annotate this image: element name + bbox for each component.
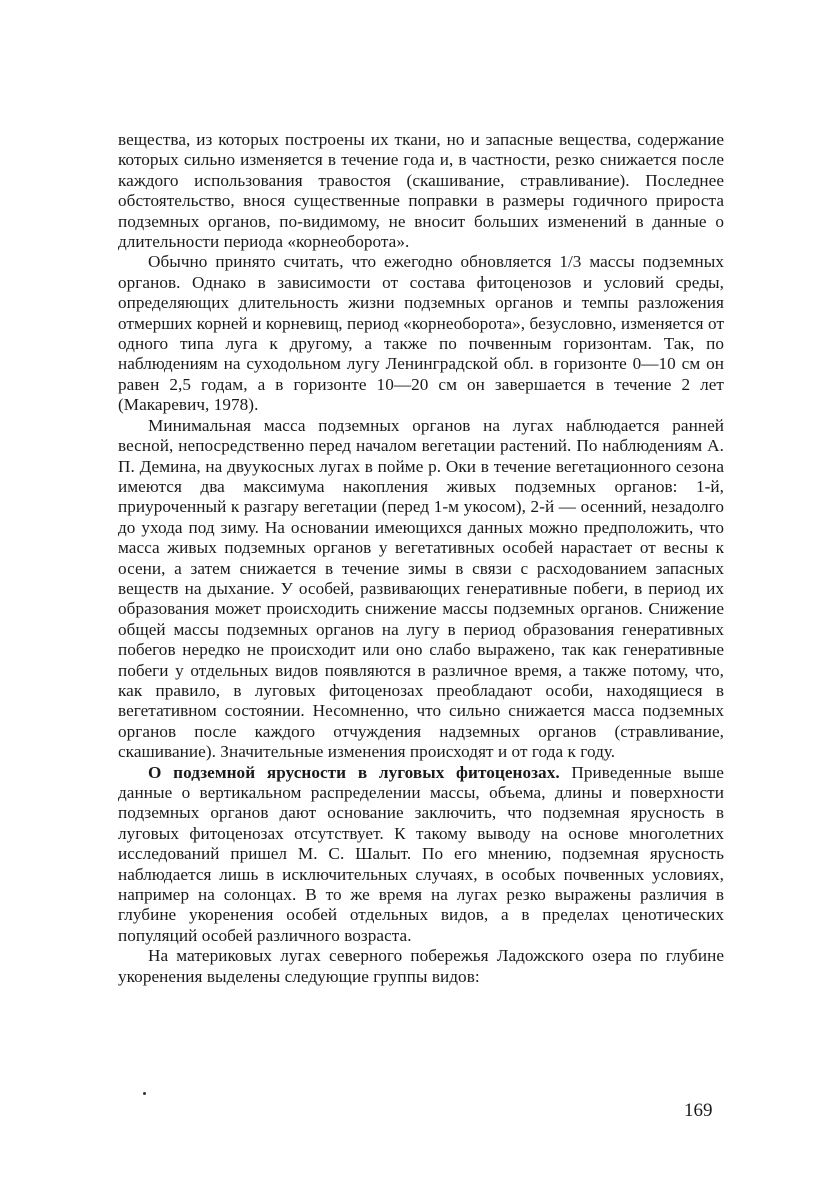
paragraph-5: На материковых лугах северного побережья Ладожского озера по глубине укоренения выделены следующие группы видов:	[118, 946, 724, 986]
page-number: 169	[684, 1100, 713, 1121]
scan-speck	[143, 1092, 146, 1095]
page-body	[118, 130, 724, 987]
paragraph-4	[118, 763, 724, 947]
section-heading: О подземной ярусности в луговых фитоценозах.	[148, 762, 560, 782]
paragraph-3: Минимальная масса подземных органов на лугах наблюдается ранней весной, непосредственно перед началом вегетации растений. По наблюдениям А. П. Демина, на двуукосных лугах в пойме р. Оки в течение вегетационного сезона имеются два максимума накопления живых подземных органов: 1-й, приуроченный к разгару вегетации (перед 1-м укосом), 2-й — осенний, незадолго до ухода под зиму. На основании имеющихся данных можно предположить, что масса живых подземных органов у вегетативных особей нарастает от весны к осени, а затем снижается в течение зимы в связи с расходованием запасных веществ на дыхание. У особей, развивающих генеративные побеги, в период их образования может происходить снижение массы подземных органов. Снижение общей массы подземных органов на лугу в период образования генеративных побегов нередко не происходит или оно слабо выражено, так как генеративные побеги у отдельных видов появляются в различное время, а также потому, что, как правило, в луговых фитоценозах преобладают особи, находящиеся в вегетативном состоянии. Несомненно, что сильно снижается масса подземных органов после каждого отчуждения надземных органов (стравливание, скашивание). Значительные изменения происходят и от года к году.	[118, 415, 724, 762]
paragraph-4-text: Приведенные выше данные о вертикальном распределении массы, объема, длины и поверхности подземных органов дают основание заключить, что подземная ярусность в луговых фитоценозах отсутствует. К такому выводу на основе многолетних исследований пришел М. С. Шалыт. По его мнению, подземная ярусность наблюдается лишь в исключительных случаях, в особых почвенных условиях, например на солонцах. В то же время на лугах резко выражены различия в глубине укоренения особей отдельных видов, а в пределах ценотических популяций особей различного возраста.	[118, 762, 724, 945]
paragraph-2: Обычно принято считать, что ежегодно обновляется 1/3 массы подземных органов. Однако в зависимости от состава фитоценозов и условий среды, определяющих длительность жизни подземных органов и темпы разложения отмерших корней и корневищ, период «корнеоборота», безусловно, изменяется от одного типа луга к другому, а также по почвенным горизонтам. Так, по наблюдениям на суходольном лугу Ленинградской обл. в горизонте 0—10 см он равен 2,5 годам, а в горизонте 10—20 см он завершается в течение 2 лет (Макаревич, 1978).	[118, 252, 724, 415]
paragraph-1: вещества, из которых построены их ткани, но и запасные вещества, содержание которых сильно изменяется в течение года и, в частности, резко снижается после каждого использования травостоя (скашивание, стравливание). Последнее обстоятельство, внося существенные поправки в размеры годичного прироста подземных органов, по-видимому, не вносит больших изменений в данные о длительности периода «корнеоборота».	[118, 130, 724, 252]
